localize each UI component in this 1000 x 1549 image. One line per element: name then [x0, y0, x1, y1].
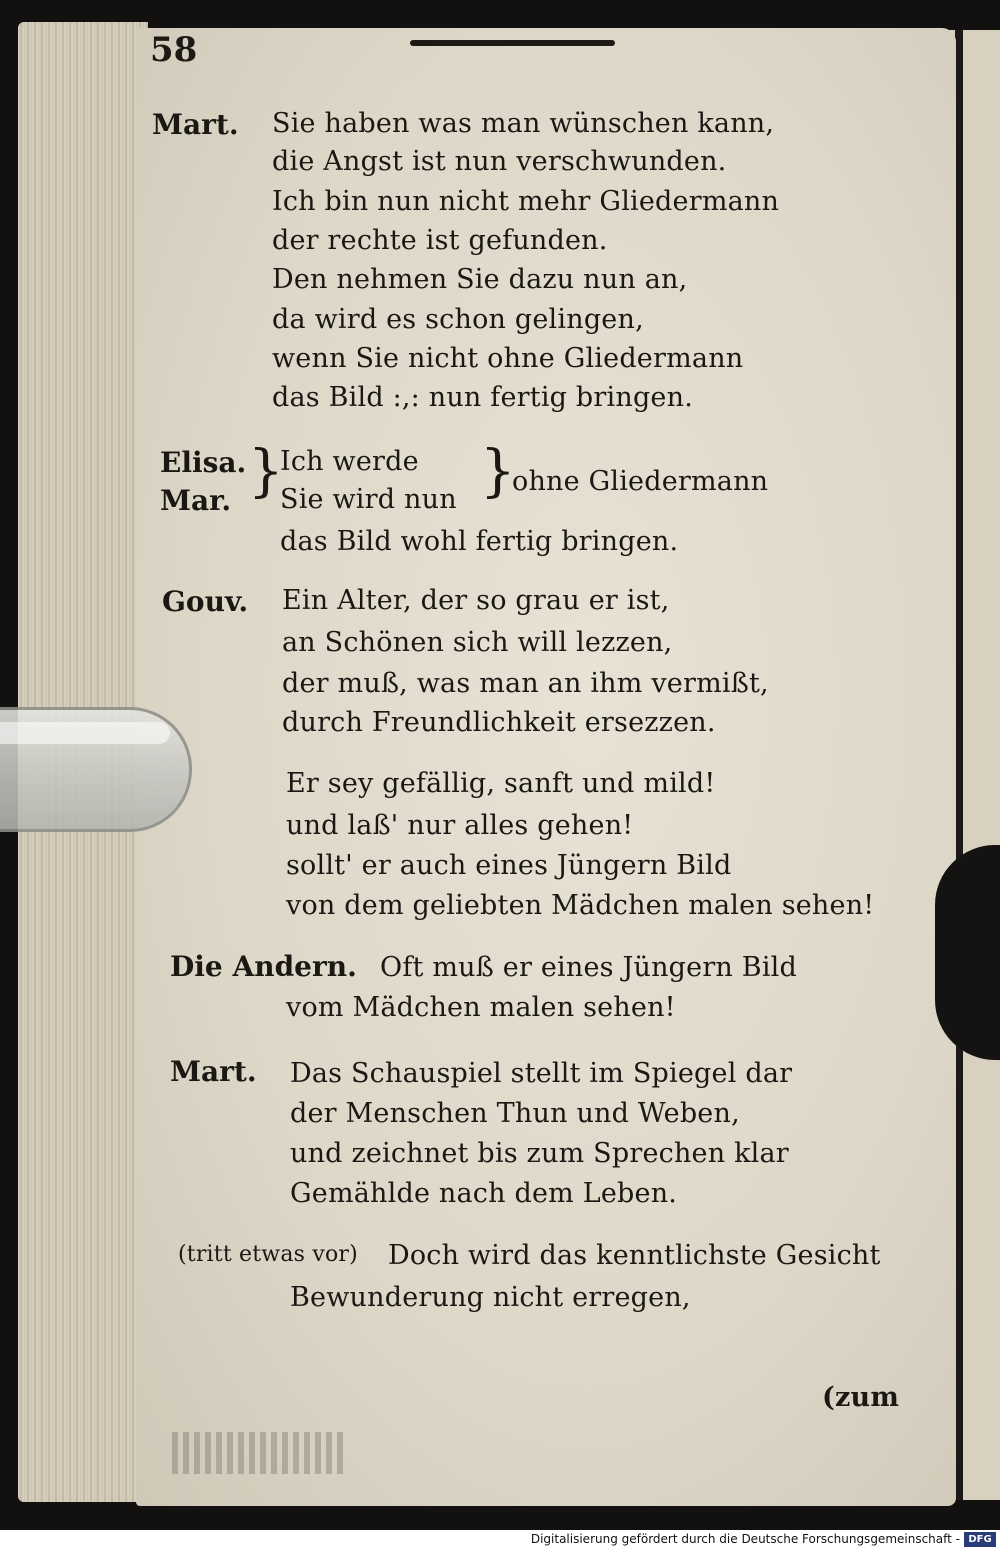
speaker-label: Die Andern.	[170, 950, 357, 983]
speaker-label: Mar.	[160, 484, 232, 517]
thumb-shadow	[935, 845, 1000, 1060]
speaker-label: Gouv.	[162, 585, 249, 618]
duet-part: Ich werde	[280, 446, 419, 477]
verse-line: der muß, was man an ihm vermißt,	[282, 668, 769, 699]
verse-line: und laß' nur alles gehen!	[286, 810, 634, 841]
speaker-label: Elisa.	[160, 446, 247, 479]
verse-line: Den nehmen Sie dazu nun an,	[272, 264, 688, 295]
verse-line: Ein Alter, der so grau er ist,	[282, 585, 670, 616]
duet-shared-text: ohne Gliedermann	[512, 466, 769, 497]
dfg-logo: DFG	[964, 1532, 996, 1547]
verse-line: wenn Sie nicht ohne Gliedermann	[272, 343, 744, 374]
verse-line: Das Schauspiel stellt im Spiegel dar	[290, 1058, 793, 1089]
verse-line: der Menschen Thun und Weben,	[290, 1098, 740, 1129]
verse-line: Bewunderung nicht erregen,	[290, 1282, 691, 1313]
verse-line: da wird es schon gelingen,	[272, 304, 644, 335]
verse-line: vom Mädchen malen sehen!	[286, 992, 676, 1023]
footer-bar	[0, 1530, 1000, 1549]
verse-line: von dem geliebten Mädchen malen sehen!	[286, 890, 875, 921]
verse-line: das Bild wohl fertig bringen.	[280, 526, 679, 557]
right-brace: }	[480, 439, 516, 504]
verse-line: Doch wird das kenntlichste Gesicht	[388, 1240, 881, 1271]
page-clip-highlight	[0, 722, 170, 744]
verse-line: Gemählde nach dem Leben.	[290, 1178, 678, 1209]
verse-line: und zeichnet bis zum Sprechen klar	[290, 1138, 789, 1169]
ink-smudge	[172, 1432, 347, 1474]
verse-line: an Schönen sich will lezzen,	[282, 627, 673, 658]
funding-credit: Digitalisierung gefördert durch die Deutsche Forschungsgemeinschaft -	[530, 1532, 960, 1546]
duet-part: Sie wird nun	[280, 484, 457, 515]
verse-line: durch Freundlichkeit ersezzen.	[282, 707, 716, 738]
left-brace: }	[248, 439, 284, 504]
speaker-label: Mart.	[170, 1055, 257, 1088]
verse-line: Sie haben was man wünschen kann,	[272, 108, 775, 139]
verse-line: Oft muß er eines Jüngern Bild	[380, 952, 797, 983]
verse-line: sollt' er auch eines Jüngern Bild	[286, 850, 732, 881]
page-number: 58	[150, 30, 198, 70]
verse-line: der rechte ist gefunden.	[272, 225, 608, 256]
verse-line: die Angst ist nun verschwunden.	[272, 146, 727, 177]
page-gutter-shadow	[955, 30, 963, 1500]
catchword: (zum	[822, 1382, 900, 1413]
stage-direction: (tritt etwas vor)	[178, 1242, 358, 1267]
header-rule	[410, 40, 615, 46]
speaker-label: Mart.	[152, 108, 239, 141]
verse-line: Er sey gefällig, sanft und mild!	[286, 768, 716, 799]
verse-line: Ich bin nun nicht mehr Gliedermann	[272, 186, 780, 217]
verse-line: das Bild :,: nun fertig bringen.	[272, 382, 693, 413]
